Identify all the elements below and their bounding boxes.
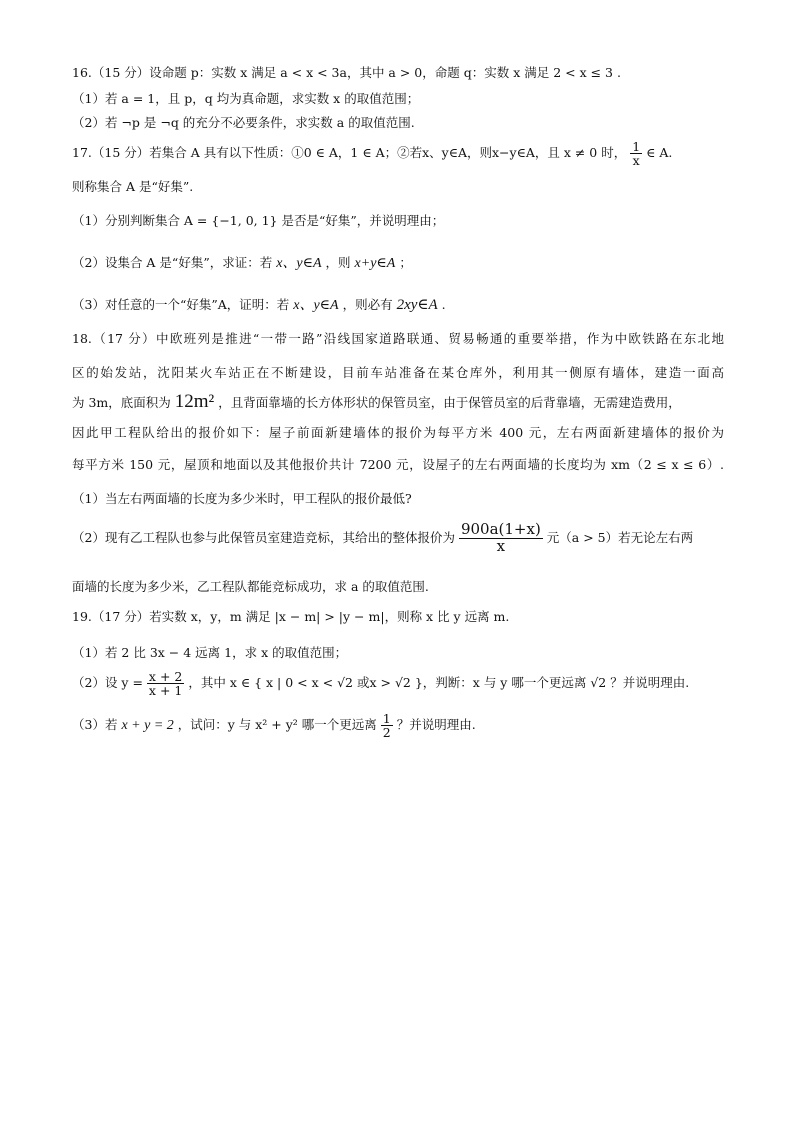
q18-line3-tail: ，且背面靠墙的长方体形状的保管员室，由于保管员室的后背靠墙，无需建造费用， <box>218 395 681 410</box>
q18-frac-num: 900a(1+x) <box>460 520 541 538</box>
q19-sqrt-a: √2 <box>337 675 353 691</box>
q19-half-num: 1 <box>382 711 391 726</box>
q18-part2-cont: 面墙的长度为多少米，乙工程队都能竞标成功，求 a 的取值范围. <box>72 579 429 594</box>
q17-part3 <box>72 296 446 315</box>
q19-part2 <box>72 670 689 697</box>
q18-fraction <box>459 522 543 555</box>
q19-part2-judge: }，判断：x 与 y 哪一个更远离 <box>414 675 587 691</box>
q17-part3-math1: x、y∈A <box>293 298 339 313</box>
q18-part2-text: （2）现有乙工程队也参与此保管员室建造竞标，其给出的整体报价为 <box>72 529 455 545</box>
q17-part1: （1）分别判断集合 A = {−1, 0, 1} 是否是“好集”，并说明理由； <box>72 213 445 228</box>
q17-part2-math2: x+y∈A <box>354 256 396 271</box>
q18-part2 <box>72 522 693 555</box>
q19-part2-end: ？并说明理由. <box>610 675 690 691</box>
q17-part3-end: . <box>441 297 446 312</box>
q19-part1: （1）若 2 比 3x − 4 远离 1，求 x 的取值范围； <box>72 645 348 660</box>
q19-part3-text: （3）若 <box>72 717 118 733</box>
q17-part2-text: （2）设集合 A 是“好集”，求证：若 <box>72 255 273 270</box>
q17-part3-math2: 2xy∈A <box>396 297 438 313</box>
q17-part3-text2: ，则必有 <box>342 297 393 312</box>
q17-stem-tail: ∈ A. <box>646 145 673 161</box>
q18-area: 12m² <box>174 391 215 412</box>
q17-stem <box>72 140 672 167</box>
q19-stem: 19.（17 分）若实数 x，y，m 满足 |x − m| > |y − m|，则称 x 比 y 远离 m. <box>72 609 510 624</box>
q17-definition: 则称集合 A 是“好集”. <box>72 179 194 194</box>
q19-part3 <box>72 712 476 739</box>
q17-frac-num: 1 <box>632 139 641 154</box>
q17-part2-text2: ，则 <box>325 255 351 270</box>
q17-part2-math1: x、y∈A <box>276 256 322 271</box>
q17-part2-end: ； <box>399 255 412 270</box>
q19-half-fraction <box>381 712 393 739</box>
q19-part3-ask: ，试问：y 与 x² + y² 哪一个更远离 <box>177 717 377 733</box>
q18-part1: （1）当左右两面墙的长度为多少米时，甲工程队的报价最低? <box>72 491 412 506</box>
q17-part3-text: （3）对任意的一个“好集”A，证明：若 <box>72 297 290 312</box>
q18-line2: 区的始发站，沈阳某火车站正在不断建设，目前车站准备在某仓库外，利用其一侧原有墙体，建造一面高 <box>72 365 724 380</box>
q19-part2-text: （2）设 y = <box>72 675 143 691</box>
q17-stem-text: 17.（15 分）若集合 A 具有以下性质：①0 ∈ A，1 ∈ A；②若x、y∈A，则x−y∈A，且 x ≠ 0 时， <box>72 145 627 161</box>
q19-frac-den: x + 1 <box>148 683 183 699</box>
q17-frac-den: x <box>632 153 640 169</box>
q19-sqrt-c: √2 <box>590 675 607 691</box>
q18-part2-tail: 元（a > 5）若无论左右两 <box>546 529 694 545</box>
q19-part3-math: x + y = 2 <box>121 718 174 734</box>
q18-line3-text: 为 3m，底面积为 <box>72 395 171 410</box>
q16-stem: 16.（15 分）设命题 p：实数 x 满足 a < x < 3a，其中 a > 0，命题 q：实数 x 满足 2 < x ≤ 3 . <box>72 65 621 80</box>
q18-line4: 因此甲工程队给出的报价如下：屋子前面新建墙体的报价为每平方米 400 元，左右两面新建墙体的报价为 <box>72 425 724 440</box>
q19-part2-set: ，其中 x ∈ { x | 0 < x < <box>188 675 334 691</box>
q19-part3-end: ？并说明理由. <box>396 717 476 733</box>
q18-frac-den: x <box>496 536 506 555</box>
q19-fraction <box>147 670 184 697</box>
q19-half-den: 2 <box>382 725 391 741</box>
q19-frac-num: x + 2 <box>148 669 183 684</box>
q19-sqrt-b: √2 <box>394 675 411 691</box>
q18-line1: 18.（17 分）中欧班列是推进“一带一路”沿线国家道路联通、贸易畅通的重要举措，作为中欧铁路在东北地 <box>72 331 724 346</box>
q18-line5: 每平方米 150 元，屋顶和地面以及其他报价共计 7200 元，设屋子的左右两面墙的长度均为 xm（2 ≤ x ≤ 6）. <box>72 457 724 472</box>
q17-part2 <box>72 254 412 273</box>
q16-part1: （1）若 a = 1，且 p，q 均为真命题，求实数 x 的取值范围； <box>72 91 420 106</box>
q18-line3 <box>72 393 681 412</box>
q16-part2: （2）若 ¬p 是 ¬q 的充分不必要条件，求实数 a 的取值范围. <box>72 115 415 130</box>
q19-part2-or: 或x > <box>356 675 391 691</box>
q17-fraction <box>630 140 642 167</box>
